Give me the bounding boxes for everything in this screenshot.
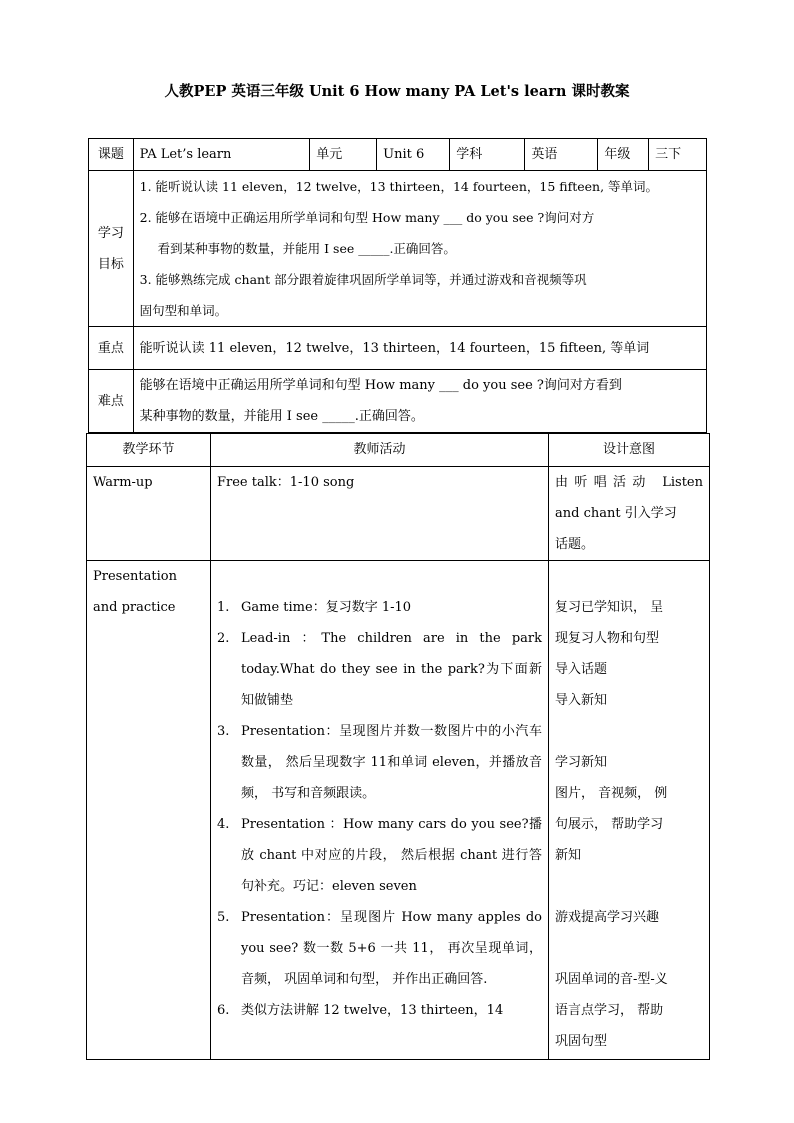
list-item: 6. 类似方法讲解 12 twelve，13 thirteen，14 [217, 1003, 504, 1018]
cell-unit-value: Unit 6 [377, 139, 450, 171]
goal-line: 固句型和单词。 [139, 303, 228, 318]
list-item: 3. Presentation：呈现图片并数一数图片中的小汽车数量， 然后呈现数字 11和单词 eleven，并播放音频， 书写和音频跟读。 [217, 724, 542, 801]
cell-goals-label: 学习 目标 [89, 171, 134, 327]
cell-difficult-text: 能够在语境中正确运用所学单词和句型 How many ___ do you see ?询问对方看到 某种事物的数量，并能用 I see _____.正确回答。 [133, 370, 706, 433]
info-row-key [89, 327, 707, 370]
cell-subject-label: 学科 [450, 139, 525, 171]
list-item: 4. Presentation ：How many cars do you see?播放 chant 中对应的片段， 然后根据 chant 进行答句补充。巧记：eleven seven [217, 817, 542, 894]
presentation-activity [211, 561, 549, 1060]
cell-grade-value: 三下 [649, 139, 707, 171]
flow-row-warmup [87, 467, 710, 561]
cell-goals-text [133, 171, 706, 327]
cell-topic-value: PA Let’s learn [133, 139, 310, 171]
warmup-intent: 由听唱活动 Listen and chant 引入学习 话题。 [549, 467, 710, 561]
page-title: 人教PEP 英语三年级 Unit 6 How many PA Let's learn 课时教案 [164, 83, 630, 100]
cell-subject-value: 英语 [525, 139, 598, 171]
info-row-difficult [89, 370, 707, 433]
presentation-intent: 复习已学知识， 呈 现复习人物和句型 导入话题 导入新知 学习新知 图片， 音视频， 例 句展示， 帮助学习 新知 游戏提高学习兴趣 巩固单词的音-型-义 语言点学习， 帮助 巩固句型 [549, 561, 710, 1060]
list-item: 2. Lead-in ：The children are in the park today.What do they see in the park?为下面新知做铺垫 [217, 631, 542, 708]
goal-line: 看到某种事物的数量，并能用 I see _____.正确回答。 [157, 241, 456, 256]
list-item: 1. Game time：复习数字 1-10 [217, 600, 412, 615]
presentation-stage: Presentation and practice [87, 561, 211, 1060]
info-row-goals [89, 171, 707, 327]
header-stage: 教学环节 [87, 434, 211, 467]
cell-grade-label: 年级 [598, 139, 649, 171]
goal-line: 3. 能够熟练完成 chant 部分跟着旋律巩固所学单词等，并通过游戏和音视频等巩 [139, 272, 587, 287]
step-list [217, 592, 542, 1026]
flow-header-row [87, 434, 710, 467]
cell-key-text: 能听说认读 11 eleven，12 twelve，13 thirteen，14 fourteen，15 fifteen, 等单词 [133, 327, 706, 370]
info-row-basic [89, 139, 707, 171]
goal-line: 2. 能够在语境中正确运用所学单词和句型 How many ___ do you see ?询问对方 [139, 210, 595, 225]
list-item: 5. Presentation：呈现图片 How many apples do you see? 数一数 5+6 一共 11， 再次呈现单词， 音频， 巩固单词和句型， 并作出正确回答. [217, 910, 542, 987]
teaching-flow-table [86, 433, 710, 1060]
header-activity: 教师活动 [211, 434, 549, 467]
cell-topic-label: 课题 [89, 139, 134, 171]
warmup-stage: Warm-up [87, 467, 211, 561]
header-intent: 设计意图 [549, 434, 710, 467]
cell-key-label: 重点 [89, 327, 134, 370]
goal-line: 1. 能听说认读 11 eleven，12 twelve，13 thirteen，14 fourteen，15 fifteen, 等单词。 [139, 179, 659, 194]
flow-row-presentation [87, 561, 710, 1060]
cell-unit-label: 单元 [310, 139, 377, 171]
info-table [88, 138, 707, 433]
cell-difficult-label: 难点 [89, 370, 134, 433]
warmup-activity: Free talk：1-10 song [211, 467, 549, 561]
